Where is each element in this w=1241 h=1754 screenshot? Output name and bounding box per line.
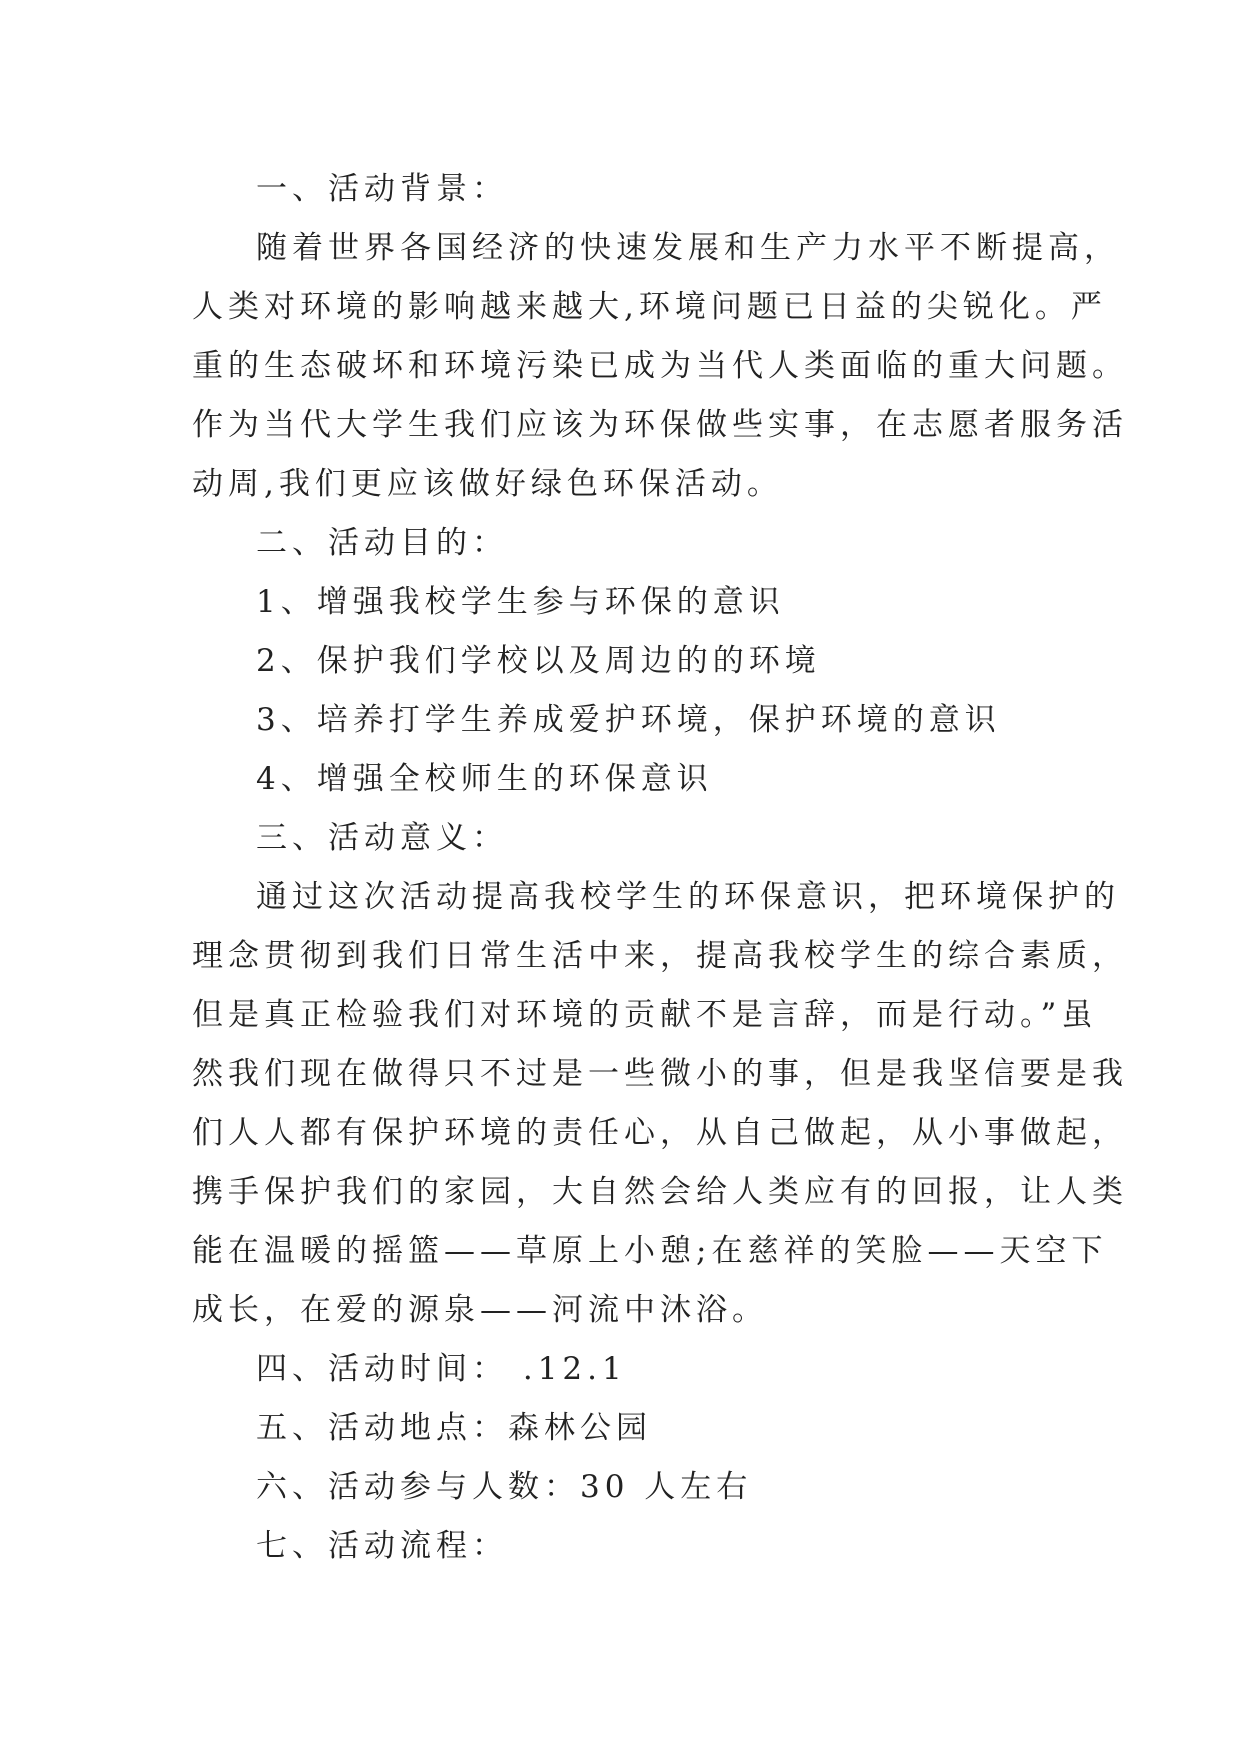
document-body <box>192 160 1128 1576</box>
paragraph-line: 成长，在爱的源泉——河流中沐浴。 <box>192 1292 768 1328</box>
paragraph-line: 重的生态破坏和环境污染已成为当代人类面临的重大问题。 <box>192 348 1128 384</box>
section-heading-location: 五、活动地点：森林公园 <box>256 1410 652 1446</box>
section-heading-time: 四、活动时间： .12.1 <box>256 1351 627 1387</box>
list-item: 4、增强全校师生的环保意识 <box>256 761 713 797</box>
paragraph-line: 随着世界各国经济的快速发展和生产力水平不断提高， <box>256 230 1120 266</box>
section-heading-purpose: 二、活动目的： <box>256 525 508 561</box>
paragraph-line: 携手保护我们的家园，大自然会给人类应有的回报，让人类 <box>192 1174 1128 1210</box>
paragraph-line: 能在温暖的摇篮——草原上小憩;在慈祥的笑脸——天空下 <box>192 1233 1108 1269</box>
paragraph-line: 但是真正检验我们对环境的贡献不是言辞，而是行动。”虽 <box>192 997 1098 1033</box>
list-item: 2、保护我们学校以及周边的的环境 <box>256 643 821 679</box>
section-heading-significance: 三、活动意义： <box>256 820 508 856</box>
paragraph-line: 然我们现在做得只不过是一些微小的事，但是我坚信要是我 <box>192 1056 1128 1092</box>
paragraph-line: 通过这次活动提高我校学生的环保意识，把环境保护的 <box>256 879 1120 915</box>
paragraph-line: 人类对环境的影响越来越大,环境问题已日益的尖锐化。严 <box>192 289 1107 325</box>
section-heading-process: 七、活动流程： <box>256 1528 508 1564</box>
paragraph-line: 理念贯彻到我们日常生活中来，提高我校学生的综合素质， <box>192 938 1128 974</box>
section-heading-background: 一、活动背景： <box>256 171 508 207</box>
list-item: 1、增强我校学生参与环保的意识 <box>256 584 785 620</box>
paragraph-line: 作为当代大学生我们应该为环保做些实事，在志愿者服务活 <box>192 407 1128 443</box>
paragraph-line: 动周,我们更应该做好绿色环保活动。 <box>192 466 783 502</box>
list-item: 3、培养打学生养成爱护环境，保护环境的意识 <box>256 702 1001 738</box>
section-heading-participants: 六、活动参与人数：30 人左右 <box>256 1469 753 1505</box>
paragraph-line: 们人人都有保护环境的责任心，从自己做起，从小事做起， <box>192 1115 1128 1151</box>
